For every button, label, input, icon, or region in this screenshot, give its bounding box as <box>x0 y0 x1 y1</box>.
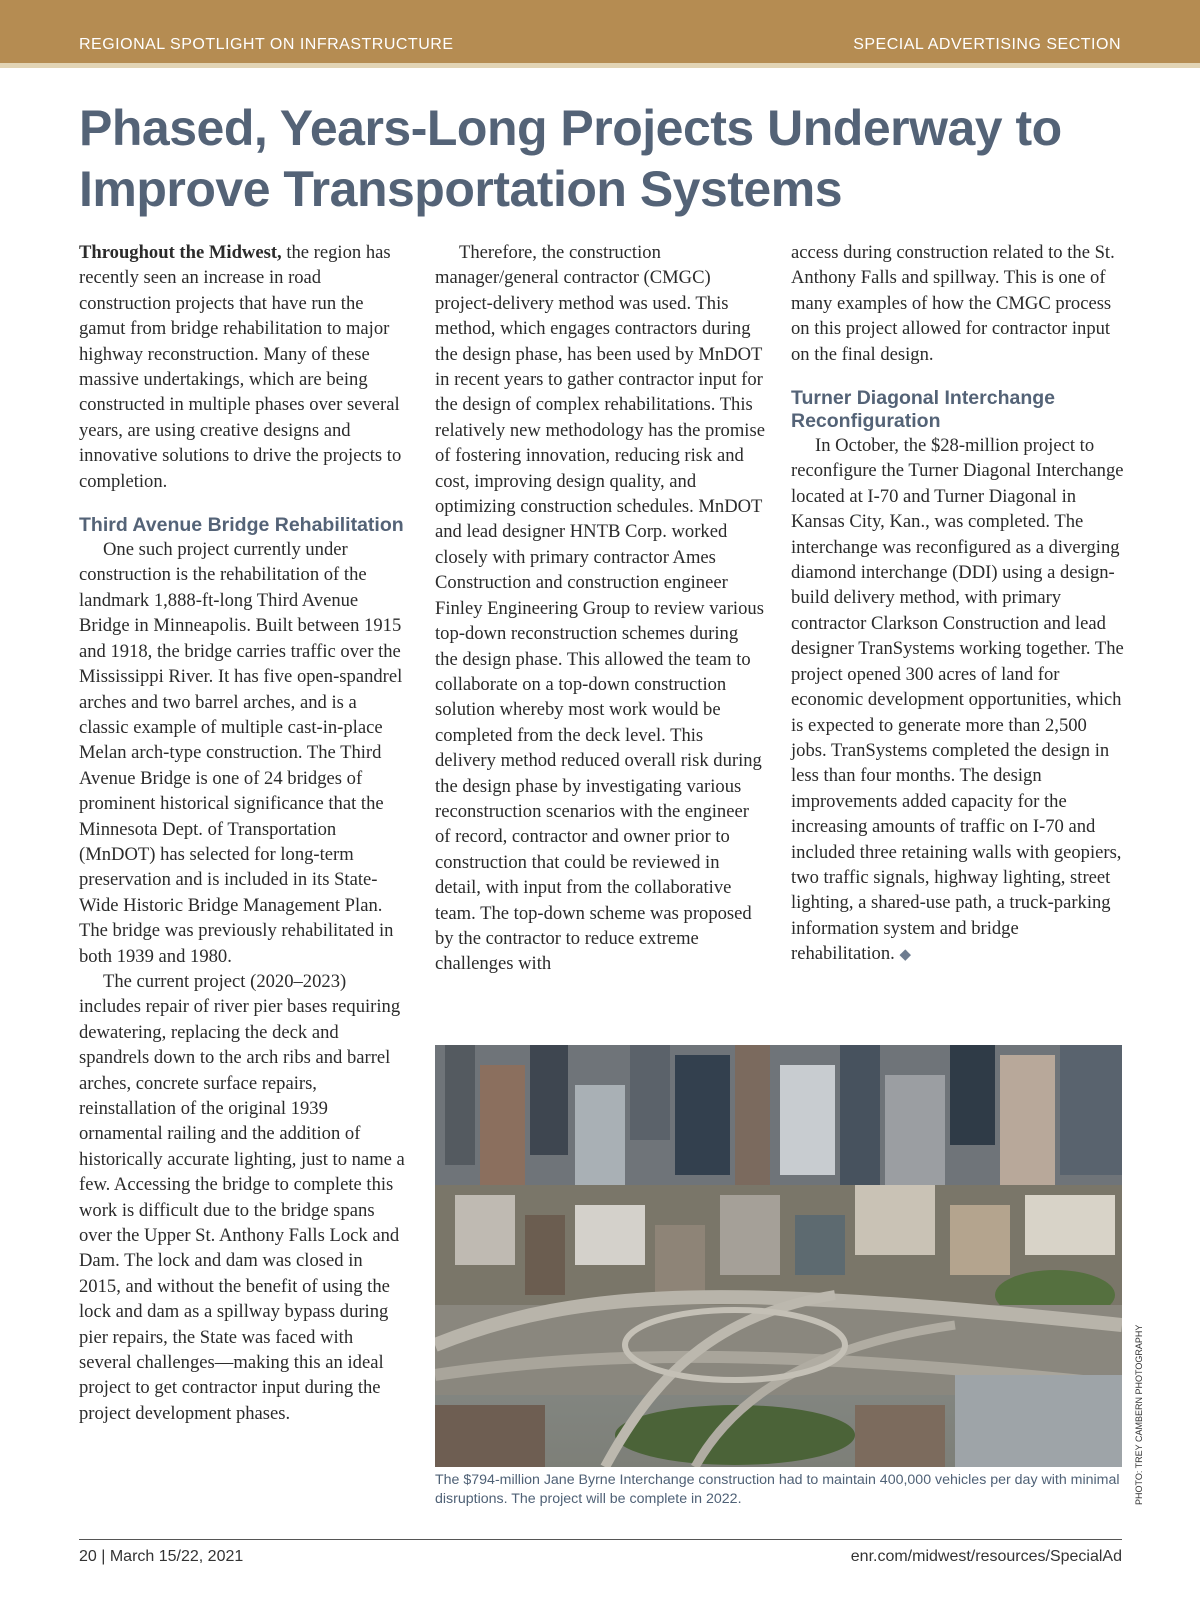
photo-caption: The $794-million Jane Byrne Interchange construction had to maintain 400,000 vehicles per day with minimal disruptions. The project will be complete in 2022. <box>435 1472 1120 1507</box>
paragraph: access during construction related to the St. Anthony Falls and spillway. This is one of many examples of how the CMGC process on this project allowed for contractor input on the final design. <box>791 242 1115 365</box>
header-bar <box>0 0 1200 68</box>
footer-url: enr.com/midwest/resources/SpecialAd <box>850 1548 1122 1565</box>
lead-bold-text: Throughout the Midwest, <box>79 242 282 263</box>
advertising-label: SPECIAL ADVERTISING SECTION <box>853 36 1121 53</box>
article-column-3 <box>791 240 1126 969</box>
photo-credit: PHOTO: TREY CAMBERN PHOTOGRAPHY <box>1134 1324 1144 1505</box>
section-label: REGIONAL SPOTLIGHT ON INFRASTRUCTURE <box>79 36 454 53</box>
page-title: Phased, Years-Long Projects Underway to Improve Transportation Systems <box>79 100 1062 217</box>
paragraph: The current project (2020–2023) includes repair of river pier bases requiring dewatering, replacing the deck and spandrels down to the arch ribs and barrel arches, concrete surface repairs, reinstallation of the original 1939 ornamental railing and the addition of historically accurate lighting, just to name a few. Accessing the bridge to complete this work is difficult due to the bridge spans over the Upper St. Anthony Falls Lock and Dam. The lock and dam was closed in 2015, and without the benefit of using the lock and dam as a spillway bypass during pier repairs, the State was faced with several challenges—making this an ideal project to get contractor input during the project development phases. <box>79 970 405 1424</box>
footer-divider <box>79 1539 1122 1540</box>
paragraph-text: In October, the $28-million project to reconfigure the Turner Diagonal Interchange located at I-70 and Turner Diagonal in Kansas City, Kan., was completed. The interchange was reconfigured as a diverging diamond interchange (DDI) using a design-build delivery method, with primary contractor Clarkson Construction and lead designer TranSystems working together. The project opened 300 acres of land for economic development opportunities, which is expected to generate more than 2,500 jobs. TranSystems completed the design in less than four months. The design improvements added capacity for the increasing amounts of traffic on I-70 and included three retaining walls with geopiers, two traffic signals, highway lighting, street lighting, a shared-use path, a truck-parking information system and bridge rehabilitation. <box>791 435 1124 965</box>
aerial-photo <box>435 1045 1122 1467</box>
page-number-date: 20 | March 15/22, 2021 <box>79 1548 244 1565</box>
paragraph <box>791 433 1126 969</box>
lead-paragraph <box>79 240 409 494</box>
article-column-2 <box>435 240 765 977</box>
section-heading-turner-diagonal: Turner Diagonal Interchange Reconfiguration <box>791 387 1056 433</box>
paragraph: Therefore, the construction manager/general contractor (CMGC) project-delivery method was used. This method, which engages contractors during the design phase, has been used by MnDOT in recent years to gather contractor input for the design of complex rehabilitations. This relatively new methodology has the promise of fostering innovation, reducing risk and cost, improving design quality, and optimizing construction schedules. MnDOT and lead designer HNTB Corp. worked closely with primary contractor Ames Construction and construction engineer Finley Engineering Group to review various top-down reconstruction schemes during the design phase. This allowed the team to collaborate on a top-down construction solution whereby most work would be completed from the deck level. This delivery method reduced overall risk during the design phase by investigating various reconstruction scenarios with the engineer of record, contractor and owner prior to construction that could be reviewed in detail, with input from the collaborative team. The top-down scheme was proposed by the contractor to reduce extreme challenges with <box>435 242 765 975</box>
interchange-aerial-image <box>435 1045 1122 1467</box>
end-mark-icon: ◆ <box>899 947 911 964</box>
article-column-1 <box>79 240 409 1426</box>
lead-text: the region has recently seen an increase in road construction projects that have run the gamut from bridge rehabilitation to major highway reconstruction. Many of these massive undertakings, which are being constructed in multiple phases over several years, are using creative designs and innovative solutions to drive the projects to completion. <box>79 242 402 492</box>
paragraph: One such project currently under construction is the rehabilitation of the landmark 1,888-ft-long Third Avenue Bridge in Minneapolis. Built between 1915 and 1918, the bridge carries traffic over the Mississippi River. It has five open-spandrel arches and two barrel arches, and is a classic example of multiple cast-in-place Melan arch-type construction. The Third Avenue Bridge is one of 24 bridges of prominent historical significance that the Minnesota Dept. of Transportation (MnDOT) has selected for long-term preservation and is included in its State-Wide Historic Bridge Management Plan. The bridge was previously rehabilitated in both 1939 and 1980. <box>79 539 403 967</box>
section-heading-third-avenue: Third Avenue Bridge Rehabilitation <box>79 514 404 537</box>
